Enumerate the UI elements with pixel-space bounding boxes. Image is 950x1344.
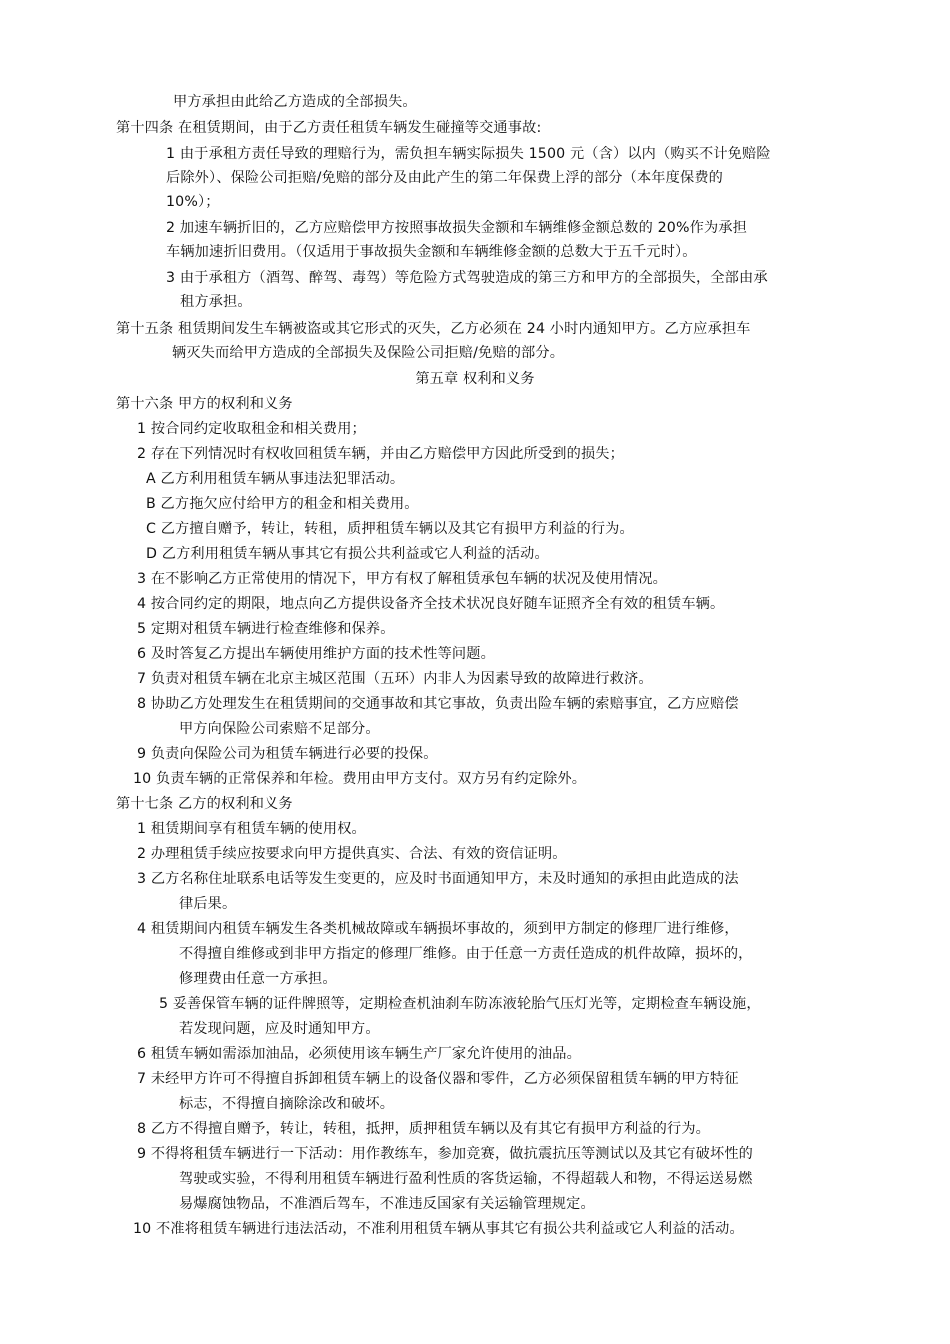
list-item: 3 乙方名称住址联系电话等发生变更的，应及时书面通知甲方，未及时通知的承担由此造成的法 [137,871,739,887]
list-item: 6 租赁车辆如需添加油品，必须使用该车辆生产厂家允许使用的油品。 [137,1046,581,1062]
text-line: 若发现问题，应及时通知甲方。 [179,1021,380,1037]
list-item: 8 协助乙方处理发生在租赁期间的交通事故和其它事故，负责出险车辆的索赔事宜，乙方应赔偿 [137,696,739,712]
list-item: 5 定期对租赁车辆进行检查维修和保养。 [137,621,395,637]
list-item: 4 按合同约定的期限，地点向乙方提供设备齐全技术状况良好随车证照齐全有效的租赁车辆。 [137,596,725,612]
text-line: 律后果。 [179,896,237,912]
chapter-title: 第五章 权利和义务 [415,371,535,387]
list-item: 1 租赁期间享有租赁车辆的使用权。 [137,821,366,837]
list-item: 9 不得将租赁车辆进行一下活动：用作教练车，参加竞赛，做抗震抗压等测试以及其它有破坏性的 [137,1146,754,1162]
article-17-heading: 第十七条 乙方的权利和义务 [116,796,293,812]
list-item: 6 及时答复乙方提出车辆使用维护方面的技术性等问题。 [137,646,495,662]
list-item: 7 负责对租赁车辆在北京主城区范围（五环）内非人为因素导致的故障进行救济。 [137,671,653,687]
list-item: 2 办理租赁手续应按要求向甲方提供真实、合法、有效的资信证明。 [137,846,567,862]
text-line: 标志，不得擅自摘除涂改和破坏。 [179,1096,395,1112]
sub-list-item: A 乙方利用租赁车辆从事违法犯罪活动。 [146,471,405,487]
article-14-heading: 第十四条 在租赁期间，由于乙方责任租赁车辆发生碰撞等交通事故: [116,120,542,136]
list-item: 4 租赁期间内租赁车辆发生各类机械故障或车辆损坏事故的，须到甲方制定的修理厂进行维修， [137,921,739,937]
text-line: 车辆加速折旧费用。（仅适用于事故损失金额和车辆维修金额的总数大于五千元时）。 [166,244,697,260]
article-16-heading: 第十六条 甲方的权利和义务 [116,396,293,412]
list-item: 1 按合同约定收取租金和相关费用； [137,421,366,437]
text-line: 1 由于承租方责任导致的理赔行为，需负担车辆实际损失 1500 元（含）以内（购买不计免赔险 [166,146,771,162]
text-line: 易爆腐蚀物品，不准酒后驾车，不准违反国家有关运输管理规定。 [179,1196,595,1212]
text-line: 修理费由任意一方承担。 [179,971,337,987]
text-line: 辆灭失而给甲方造成的全部损失及保险公司拒赔/免赔的部分。 [172,345,565,361]
list-item: 7 未经甲方许可不得擅自拆卸租赁车辆上的设备仪器和零件，乙方必须保留租赁车辆的甲方特征 [137,1071,739,1087]
list-item: 10 负责车辆的正常保养和年检。费用由甲方支付。双方另有约定除外。 [133,771,587,787]
sub-list-item: D 乙方利用租赁车辆从事其它有损公共利益或它人利益的活动。 [146,546,549,562]
list-item: 3 在不影响乙方正常使用的情况下，甲方有权了解租赁承包车辆的状况及使用情况。 [137,571,667,587]
sub-list-item: C 乙方擅自赠予，转让，转租，质押租赁车辆以及其它有损甲方利益的行为。 [146,521,634,537]
list-item: 2 存在下列情况时有权收回租赁车辆，并由乙方赔偿甲方因此所受到的损失； [137,446,624,462]
text-line: 3 由于承租方（酒驾、醉驾、毒驾）等危险方式驾驶造成的第三方和甲方的全部损失，全部由承 [166,270,768,286]
list-item: 10 不准将租赁车辆进行违法活动，不准利用租赁车辆从事其它有损公共利益或它人利益的活动。 [133,1221,744,1237]
article-15-heading: 第十五条 租赁期间发生车辆被盗或其它形式的灭失，乙方必须在 24 小时内通知甲方。乙方应承担车 [116,321,751,337]
text-line: 后除外）、保险公司拒赔/免赔的部分及由此产生的第二年保费上浮的部分（本年度保费的 [166,170,723,186]
text-line: 甲方向保险公司索赔不足部分。 [179,721,380,737]
text-line: 不得擅自维修或到非甲方指定的修理厂维修。由于任意一方责任造成的机件故障，损坏的， [179,946,753,962]
text-line: 10%）； [166,194,220,210]
list-item: 5 妥善保管车辆的证件牌照等，定期检查机油刹车防冻液轮胎气压灯光等，定期检查车辆设施， [159,996,761,1012]
text-line: 甲方承担由此给乙方造成的全部损失。 [173,94,417,110]
sub-list-item: B 乙方拖欠应付给甲方的租金和相关费用。 [146,496,419,512]
text-line: 2 加速车辆折旧的，乙方应赔偿甲方按照事故损失金额和车辆维修金额总数的 20%作为承担 [166,220,747,236]
list-item: 9 负责向保险公司为租赁车辆进行必要的投保。 [137,746,438,762]
list-item: 8 乙方不得擅自赠予，转让，转租，抵押，质押租赁车辆以及有其它有损甲方利益的行为。 [137,1121,711,1137]
text-line: 驾驶或实验，不得利用租赁车辆进行盈利性质的客货运输，不得超载人和物，不得运送易燃 [179,1171,753,1187]
text-line: 租方承担。 [180,294,252,310]
